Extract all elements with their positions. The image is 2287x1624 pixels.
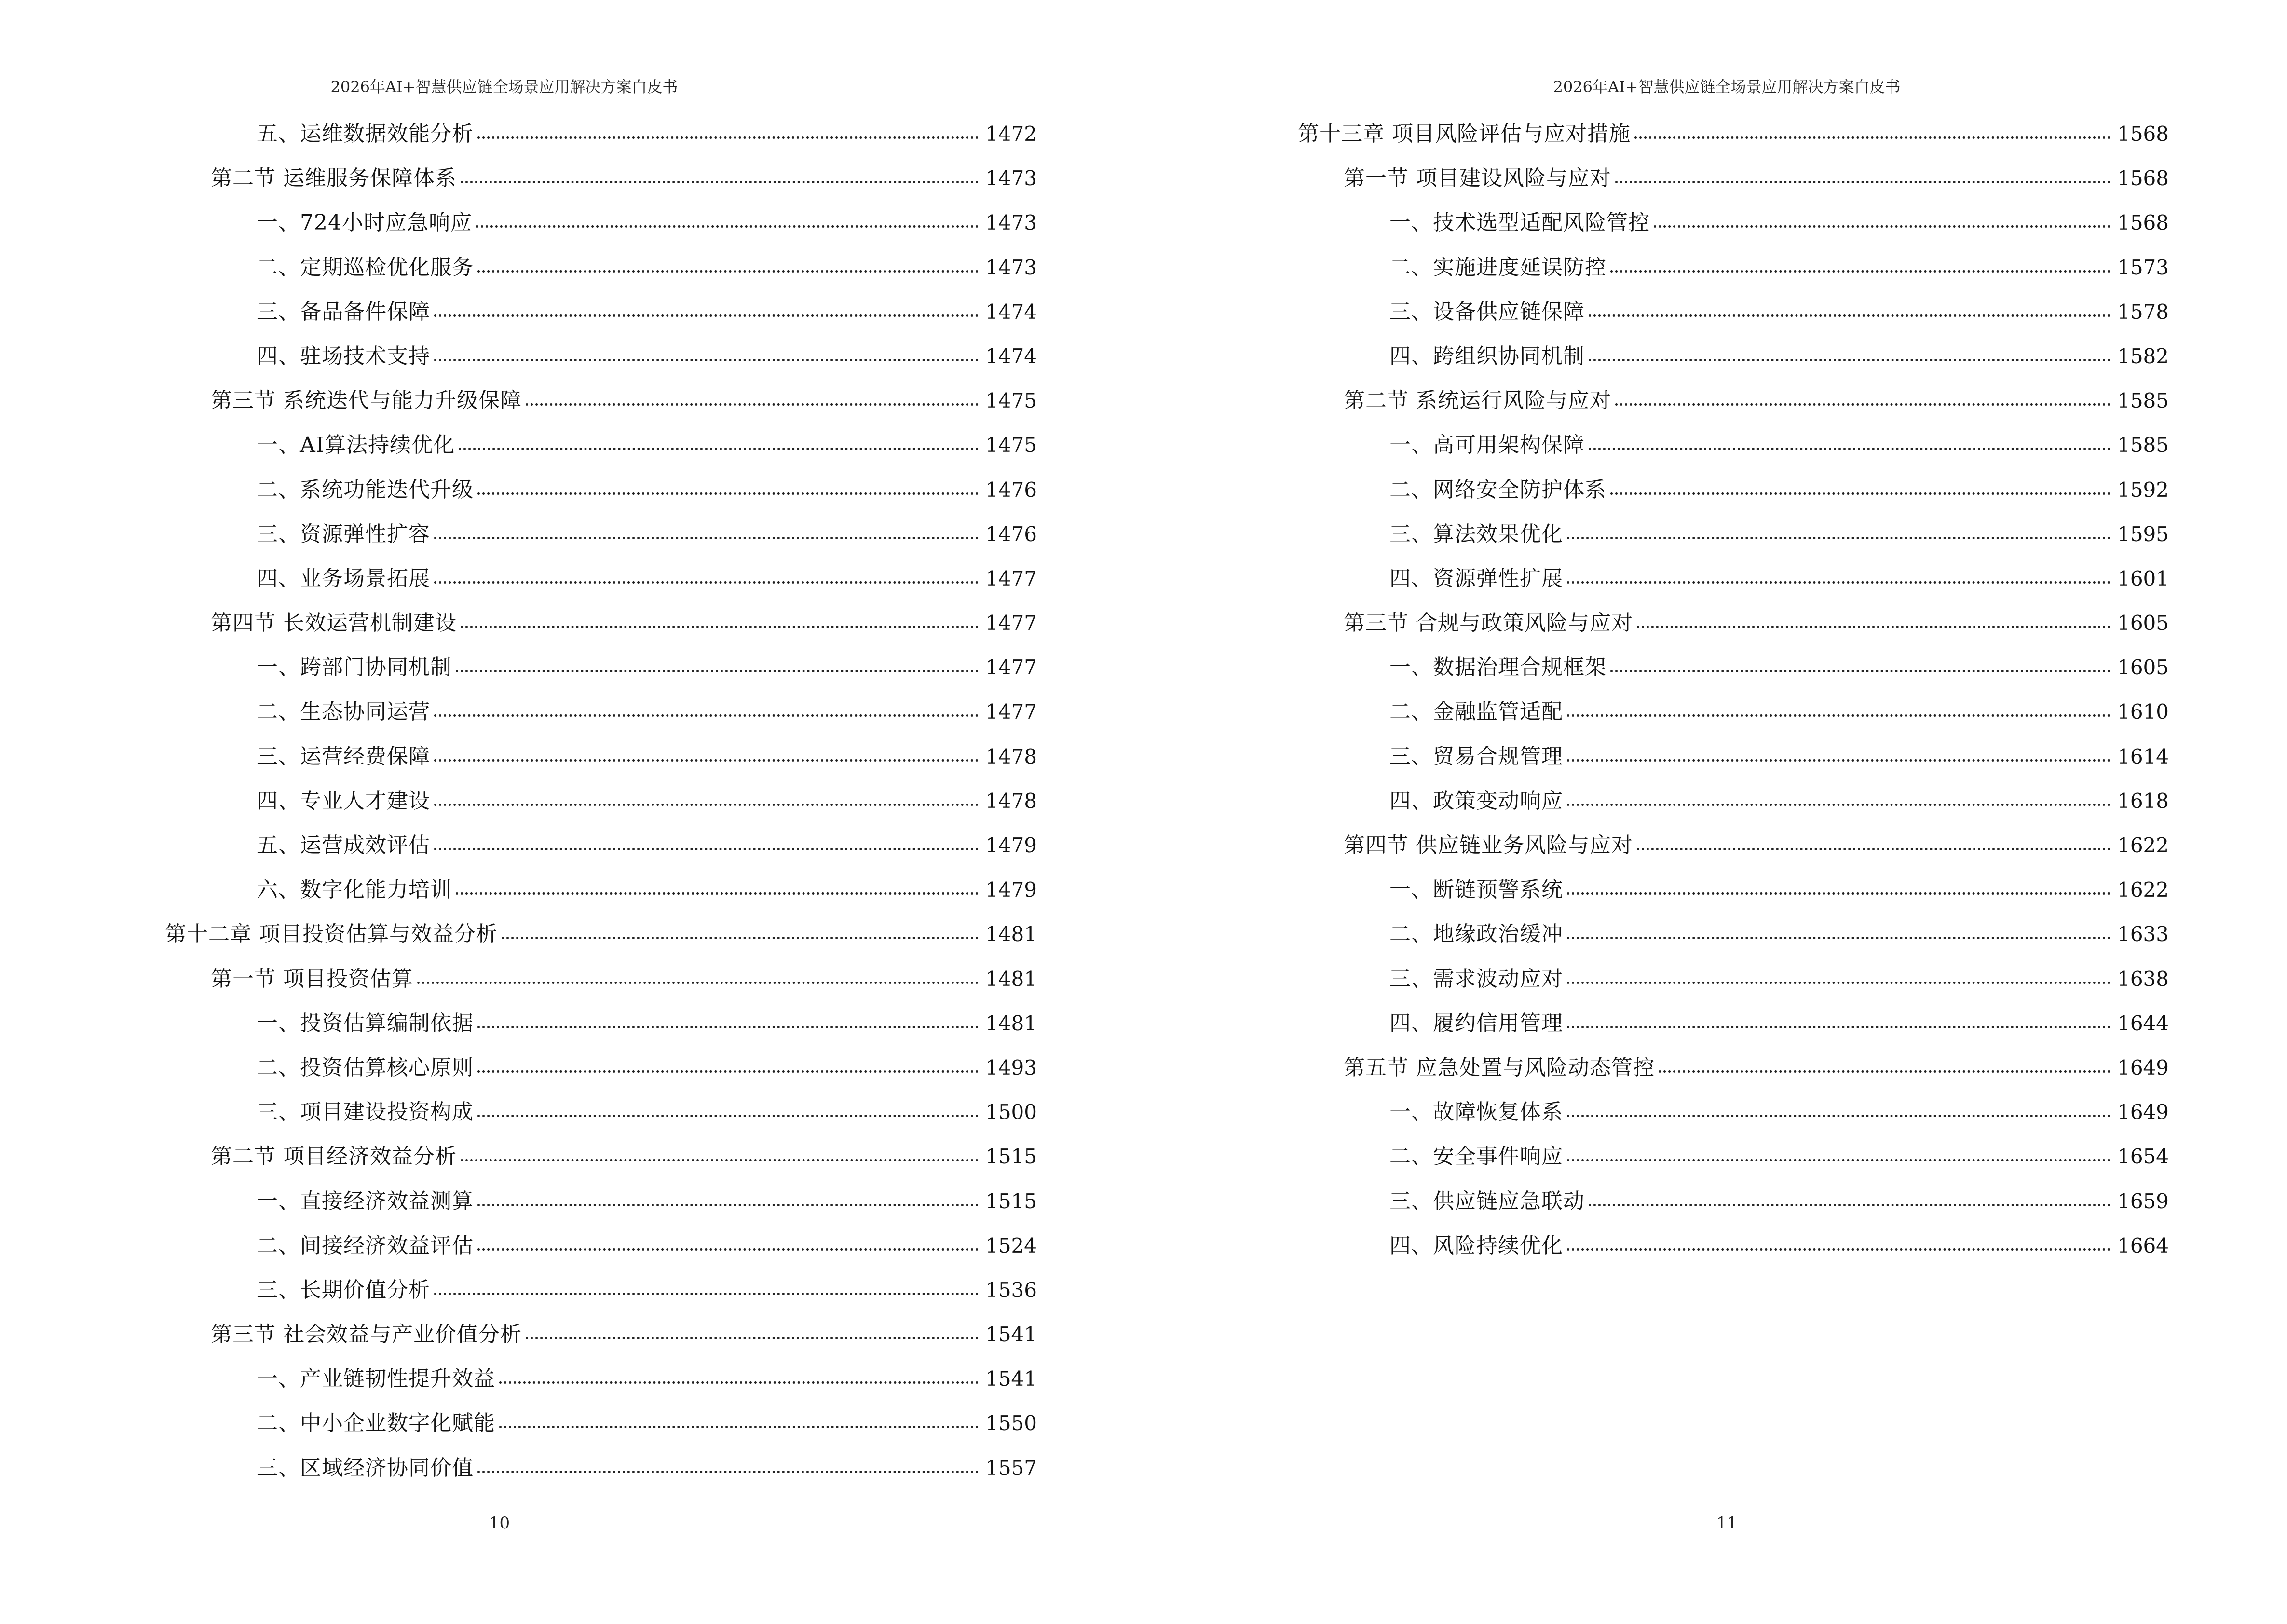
- toc-entry-title: 四、政策变动响应: [1389, 788, 1563, 813]
- toc-entry-title: 二、投资估算核心原则: [257, 1055, 474, 1080]
- toc-subsection-entry[interactable]: [1298, 654, 2169, 698]
- toc-entry-title: 五、运维数据效能分析: [257, 122, 474, 146]
- dot-leader: [1659, 1065, 2110, 1073]
- toc-entry-title: 四、跨组织协同机制: [1389, 343, 1585, 368]
- toc-entry-title: 三、备品备件保障: [257, 299, 430, 324]
- toc-entry-title: 一、AI算法持续优化: [257, 433, 455, 458]
- toc-section-entry[interactable]: [1298, 610, 2169, 654]
- toc-entry-page-number: 1477: [985, 655, 1037, 680]
- toc-entry-title: 二、地缘政治缓冲: [1389, 922, 1563, 947]
- toc-entry-page-number: 1515: [985, 1145, 1037, 1169]
- dot-leader: [434, 710, 979, 717]
- toc-entry-page-number: 1622: [2117, 878, 2169, 902]
- toc-entry-page-number: 1585: [2117, 389, 2169, 413]
- toc-entry-page-number: 1605: [2117, 611, 2169, 635]
- dot-leader: [1567, 932, 2110, 939]
- dot-leader: [1567, 1154, 2110, 1161]
- toc-entry-title: 三、需求波动应对: [1389, 966, 1563, 991]
- toc-entry-page-number: 1638: [2117, 967, 2169, 991]
- toc-chapter-entry[interactable]: [1298, 121, 2169, 165]
- toc-entry-title: 一、技术选型适配风险管控: [1389, 210, 1650, 235]
- toc-entry-page-number: 1649: [2117, 1055, 2169, 1079]
- toc-entry-title: 第三节 合规与政策风险与应对: [1344, 611, 1633, 636]
- toc-entry-title: 六、数字化能力培训: [257, 877, 452, 902]
- toc-entry-title: 第五节 应急处置与风险动态管控: [1344, 1055, 1655, 1080]
- toc-entry-page-number: 1481: [985, 922, 1037, 946]
- toc-subsection-entry[interactable]: [165, 254, 1037, 299]
- toc-section-entry[interactable]: [1298, 387, 2169, 432]
- toc-entry-title: 第十二章 项目投资估算与效益分析: [165, 922, 498, 947]
- toc-entry-title: 二、安全事件响应: [1389, 1144, 1563, 1169]
- toc-subsection-entry[interactable]: [165, 788, 1037, 832]
- toc-entry-title: 第一节 项目建设风险与应对: [1344, 166, 1611, 191]
- toc-entry-title: 三、长期价值分析: [257, 1277, 430, 1302]
- toc-entry-page-number: 1595: [2117, 522, 2169, 546]
- toc-entry-title: 一、直接经济效益测算: [257, 1188, 474, 1214]
- toc-entry-page-number: 1573: [2117, 255, 2169, 279]
- toc-entry-page-number: 1479: [985, 833, 1037, 857]
- dot-leader: [1567, 1243, 2110, 1251]
- dot-leader: [499, 1421, 979, 1428]
- toc-entry-page-number: 1568: [2117, 211, 2169, 235]
- toc-subsection-entry[interactable]: [1298, 788, 2169, 832]
- dot-leader: [499, 1377, 979, 1384]
- toc-subsection-entry[interactable]: [1298, 521, 2169, 565]
- toc-section-entry[interactable]: [165, 610, 1037, 654]
- toc-subsection-entry[interactable]: [165, 1455, 1037, 1499]
- toc-subsection-entry[interactable]: [1298, 1143, 2169, 1187]
- toc-entry-page-number: 1524: [985, 1233, 1037, 1257]
- toc-entry-title: 四、专业人才建设: [257, 788, 430, 813]
- toc-subsection-entry[interactable]: [1298, 565, 2169, 610]
- toc-subsection-entry[interactable]: [165, 121, 1037, 165]
- toc-subsection-entry[interactable]: [165, 1365, 1037, 1410]
- dot-leader: [476, 220, 979, 228]
- dot-leader: [434, 843, 979, 850]
- dot-leader: [477, 1110, 979, 1117]
- toc-entry-page-number: 1536: [985, 1278, 1037, 1302]
- toc-entry-title: 一、投资估算编制依据: [257, 1010, 474, 1036]
- toc-entry-page-number: 1478: [985, 744, 1037, 768]
- toc-subsection-entry[interactable]: [1298, 1099, 2169, 1143]
- toc-subsection-entry[interactable]: [165, 432, 1037, 476]
- toc-entry-page-number: 1481: [985, 1011, 1037, 1035]
- dot-leader: [1637, 621, 2110, 628]
- toc-subsection-entry[interactable]: [165, 477, 1037, 521]
- toc-entry-title: 第三节 系统迭代与能力升级保障: [211, 388, 522, 413]
- toc-entry-page-number: 1478: [985, 789, 1037, 813]
- toc-entry-page-number: 1541: [985, 1323, 1037, 1347]
- toc-entry-title: 二、中小企业数字化赋能: [257, 1411, 495, 1436]
- toc-entry-title: 第四节 长效运营机制建设: [211, 611, 457, 636]
- toc-entry-page-number: 1515: [985, 1189, 1037, 1213]
- dot-leader: [1589, 310, 2110, 317]
- toc-entry-title: 第二节 项目经济效益分析: [211, 1144, 457, 1169]
- toc-subsection-entry[interactable]: [165, 832, 1037, 876]
- toc-entry-page-number: 1644: [2117, 1011, 2169, 1035]
- toc-entry-title: 第二节 系统运行风险与应对: [1344, 388, 1611, 413]
- toc-entry-page-number: 1664: [2117, 1233, 2169, 1257]
- toc-entry-page-number: 1610: [2117, 700, 2169, 724]
- toc-entry-title: 二、系统功能迭代升级: [257, 477, 474, 502]
- toc-subsection-entry[interactable]: [1298, 1188, 2169, 1232]
- toc-entry-page-number: 1605: [2117, 655, 2169, 680]
- toc-entry-title: 四、履约信用管理: [1389, 1010, 1563, 1036]
- dot-leader: [1567, 1110, 2110, 1117]
- toc-entry-page-number: 1481: [985, 967, 1037, 991]
- toc-entry-title: 三、项目建设投资构成: [257, 1100, 474, 1125]
- toc-subsection-entry[interactable]: [165, 1232, 1037, 1277]
- toc-entry-title: 二、间接经济效益评估: [257, 1233, 474, 1258]
- toc-entry-title: 四、业务场景拓展: [257, 566, 430, 591]
- toc-subsection-entry[interactable]: [165, 1277, 1037, 1321]
- toc-entry-title: 二、金融监管适配: [1389, 699, 1563, 724]
- toc-entry-page-number: 1633: [2117, 922, 2169, 946]
- toc-entry-page-number: 1479: [985, 878, 1037, 902]
- dot-leader: [417, 977, 979, 984]
- dot-leader: [1637, 843, 2110, 850]
- toc-entry-title: 三、资源弹性扩容: [257, 521, 430, 546]
- toc-entry-title: 一、断链预警系统: [1389, 877, 1563, 902]
- toc-entry-page-number: 1614: [2117, 744, 2169, 768]
- toc-entry-page-number: 1473: [985, 211, 1037, 235]
- toc-subsection-entry[interactable]: [165, 1010, 1037, 1054]
- toc-subsection-entry[interactable]: [1298, 299, 2169, 343]
- dot-leader: [477, 1243, 979, 1251]
- toc-entry-title: 二、实施进度延误防控: [1389, 255, 1606, 280]
- dot-leader: [434, 310, 979, 317]
- toc-section-entry[interactable]: [1298, 165, 2169, 209]
- toc-entry-page-number: 1477: [985, 566, 1037, 590]
- dot-leader: [1589, 443, 2110, 450]
- toc-entry-title: 三、供应链应急联动: [1389, 1188, 1585, 1214]
- toc-entry-page-number: 1582: [2117, 344, 2169, 368]
- dot-leader: [1567, 754, 2110, 762]
- dot-leader: [461, 1154, 979, 1161]
- toc-entry-title: 四、驻场技术支持: [257, 343, 430, 368]
- page-number: 10: [489, 1514, 510, 1533]
- dot-leader: [477, 1199, 979, 1206]
- table-of-contents: [1298, 121, 2169, 1277]
- dot-leader: [434, 1288, 979, 1295]
- toc-entry-title: 一、724小时应急响应: [257, 210, 472, 235]
- dot-leader: [1567, 710, 2110, 717]
- toc-section-entry[interactable]: [165, 966, 1037, 1010]
- dot-leader: [1567, 799, 2110, 806]
- toc-subsection-entry[interactable]: [1298, 432, 2169, 476]
- toc-entry-title: 一、跨部门协同机制: [257, 655, 452, 680]
- dot-leader: [1567, 576, 2110, 584]
- dot-leader: [1589, 1199, 2110, 1206]
- toc-entry-title: 第一节 项目投资估算: [211, 966, 413, 991]
- running-header: 2026年AI+智慧供应链全场景应用解决方案白皮书: [1553, 78, 1901, 96]
- toc-entry-title: 一、产业链韧性提升效益: [257, 1366, 495, 1392]
- dot-leader: [1654, 220, 2110, 228]
- toc-subsection-entry[interactable]: [1298, 966, 2169, 1010]
- toc-entry-title: 第三节 社会效益与产业价值分析: [211, 1322, 522, 1347]
- toc-entry-title: 四、资源弹性扩展: [1389, 566, 1563, 591]
- page-number: 11: [1716, 1514, 1738, 1533]
- toc-section-entry[interactable]: [165, 165, 1037, 209]
- toc-subsection-entry[interactable]: [165, 876, 1037, 921]
- dot-leader: [477, 1065, 979, 1073]
- dot-leader: [1589, 354, 2110, 361]
- toc-entry-page-number: 1475: [985, 389, 1037, 413]
- dot-leader: [1610, 488, 2110, 495]
- toc-entry-page-number: 1473: [985, 166, 1037, 191]
- toc-subsection-entry[interactable]: [165, 698, 1037, 743]
- toc-subsection-entry[interactable]: [1298, 254, 2169, 299]
- toc-entry-title: 一、高可用架构保障: [1389, 433, 1585, 458]
- toc-entry-title: 一、数据治理合规框架: [1389, 655, 1606, 680]
- toc-entry-title: 第四节 供应链业务风险与应对: [1344, 833, 1633, 858]
- toc-entry-page-number: 1557: [985, 1456, 1037, 1480]
- toc-entry-page-number: 1541: [985, 1367, 1037, 1391]
- toc-entry-title: 三、区域经济协同价值: [257, 1455, 474, 1480]
- dot-leader: [526, 1332, 979, 1339]
- dot-leader: [434, 576, 979, 584]
- toc-entry-page-number: 1474: [985, 300, 1037, 324]
- toc-entry-title: 二、定期巡检优化服务: [257, 255, 474, 280]
- dot-leader: [477, 265, 979, 273]
- toc-chapter-entry[interactable]: [165, 921, 1037, 965]
- toc-subsection-entry[interactable]: [165, 1410, 1037, 1454]
- dot-leader: [1567, 1021, 2110, 1028]
- toc-section-entry[interactable]: [1298, 832, 2169, 876]
- toc-subsection-entry[interactable]: [165, 654, 1037, 698]
- dot-leader: [434, 354, 979, 361]
- toc-entry-page-number: 1568: [2117, 122, 2169, 146]
- toc-entry-title: 五、运营成效评估: [257, 833, 430, 858]
- toc-entry-page-number: 1473: [985, 255, 1037, 279]
- toc-subsection-entry[interactable]: [1298, 343, 2169, 387]
- toc-entry-page-number: 1476: [985, 522, 1037, 546]
- dot-leader: [461, 176, 979, 183]
- toc-entry-page-number: 1601: [2117, 566, 2169, 590]
- toc-subsection-entry[interactable]: [1298, 477, 2169, 521]
- toc-entry-page-number: 1568: [2117, 166, 2169, 191]
- toc-entry-page-number: 1622: [2117, 833, 2169, 857]
- toc-entry-page-number: 1475: [985, 433, 1037, 457]
- toc-section-entry[interactable]: [1298, 1054, 2169, 1099]
- toc-entry-page-number: 1618: [2117, 789, 2169, 813]
- toc-entry-page-number: 1474: [985, 344, 1037, 368]
- toc-entry-page-number: 1585: [2117, 433, 2169, 457]
- toc-entry-page-number: 1477: [985, 700, 1037, 724]
- toc-entry-title: 第二节 运维服务保障体系: [211, 166, 457, 191]
- dot-leader: [477, 132, 979, 139]
- dot-leader: [434, 532, 979, 539]
- toc-subsection-entry[interactable]: [1298, 876, 2169, 921]
- toc-entry-page-number: 1659: [2117, 1189, 2169, 1213]
- toc-entry-page-number: 1476: [985, 478, 1037, 502]
- toc-subsection-entry[interactable]: [165, 565, 1037, 610]
- dot-leader: [1615, 176, 2110, 183]
- toc-subsection-entry[interactable]: [165, 521, 1037, 565]
- dot-leader: [456, 665, 979, 672]
- toc-subsection-entry[interactable]: [1298, 743, 2169, 788]
- dot-leader: [459, 443, 979, 450]
- toc-entry-title: 四、风险持续优化: [1389, 1233, 1563, 1258]
- dot-leader: [434, 799, 979, 806]
- toc-subsection-entry[interactable]: [165, 209, 1037, 254]
- dot-leader: [1615, 398, 2110, 406]
- toc-entry-title: 三、设备供应链保障: [1389, 299, 1585, 324]
- toc-subsection-entry[interactable]: [165, 1054, 1037, 1099]
- toc-entry-title: 第十三章 项目风险评估与应对措施: [1298, 122, 1631, 146]
- dot-leader: [477, 488, 979, 495]
- running-header: 2026年AI+智慧供应链全场景应用解决方案白皮书: [330, 78, 678, 96]
- toc-entry-title: 三、算法效果优化: [1389, 521, 1563, 546]
- toc-entry-page-number: 1550: [985, 1411, 1037, 1435]
- dot-leader: [1567, 977, 2110, 984]
- toc-subsection-entry[interactable]: [1298, 209, 2169, 254]
- right-page: [1144, 0, 2287, 1624]
- toc-subsection-entry[interactable]: [1298, 698, 2169, 743]
- toc-entry-title: 一、故障恢复体系: [1389, 1100, 1563, 1125]
- toc-subsection-entry[interactable]: [165, 743, 1037, 788]
- toc-section-entry[interactable]: [165, 1321, 1037, 1365]
- dot-leader: [1567, 532, 2110, 539]
- toc-subsection-entry[interactable]: [1298, 1232, 2169, 1277]
- toc-entry-title: 二、生态协同运营: [257, 699, 430, 724]
- dot-leader: [477, 1021, 979, 1028]
- toc-entry-page-number: 1649: [2117, 1100, 2169, 1124]
- dot-leader: [502, 932, 979, 939]
- toc-entry-page-number: 1493: [985, 1055, 1037, 1079]
- toc-entry-title: 三、运营经费保障: [257, 744, 430, 769]
- toc-subsection-entry[interactable]: [1298, 1010, 2169, 1054]
- table-of-contents: [165, 121, 1037, 1499]
- toc-subsection-entry[interactable]: [165, 1099, 1037, 1143]
- toc-section-entry[interactable]: [165, 1143, 1037, 1187]
- toc-entry-page-number: 1477: [985, 611, 1037, 635]
- toc-entry-title: 二、网络安全防护体系: [1389, 477, 1606, 502]
- dot-leader: [461, 621, 979, 628]
- dot-leader: [1610, 665, 2110, 672]
- dot-leader: [526, 398, 979, 406]
- dot-leader: [434, 754, 979, 762]
- dot-leader: [1634, 132, 2110, 139]
- dot-leader: [1567, 887, 2110, 895]
- dot-leader: [456, 887, 979, 895]
- toc-section-entry[interactable]: [165, 387, 1037, 432]
- toc-entry-page-number: 1654: [2117, 1145, 2169, 1169]
- toc-subsection-entry[interactable]: [1298, 921, 2169, 965]
- dot-leader: [1610, 265, 2110, 273]
- toc-subsection-entry[interactable]: [165, 1188, 1037, 1232]
- dot-leader: [477, 1466, 979, 1473]
- toc-entry-title: 三、贸易合规管理: [1389, 744, 1563, 769]
- toc-entry-page-number: 1578: [2117, 300, 2169, 324]
- toc-subsection-entry[interactable]: [165, 343, 1037, 387]
- toc-entry-page-number: 1472: [985, 122, 1037, 146]
- toc-subsection-entry[interactable]: [165, 299, 1037, 343]
- toc-entry-page-number: 1500: [985, 1100, 1037, 1124]
- toc-entry-page-number: 1592: [2117, 478, 2169, 502]
